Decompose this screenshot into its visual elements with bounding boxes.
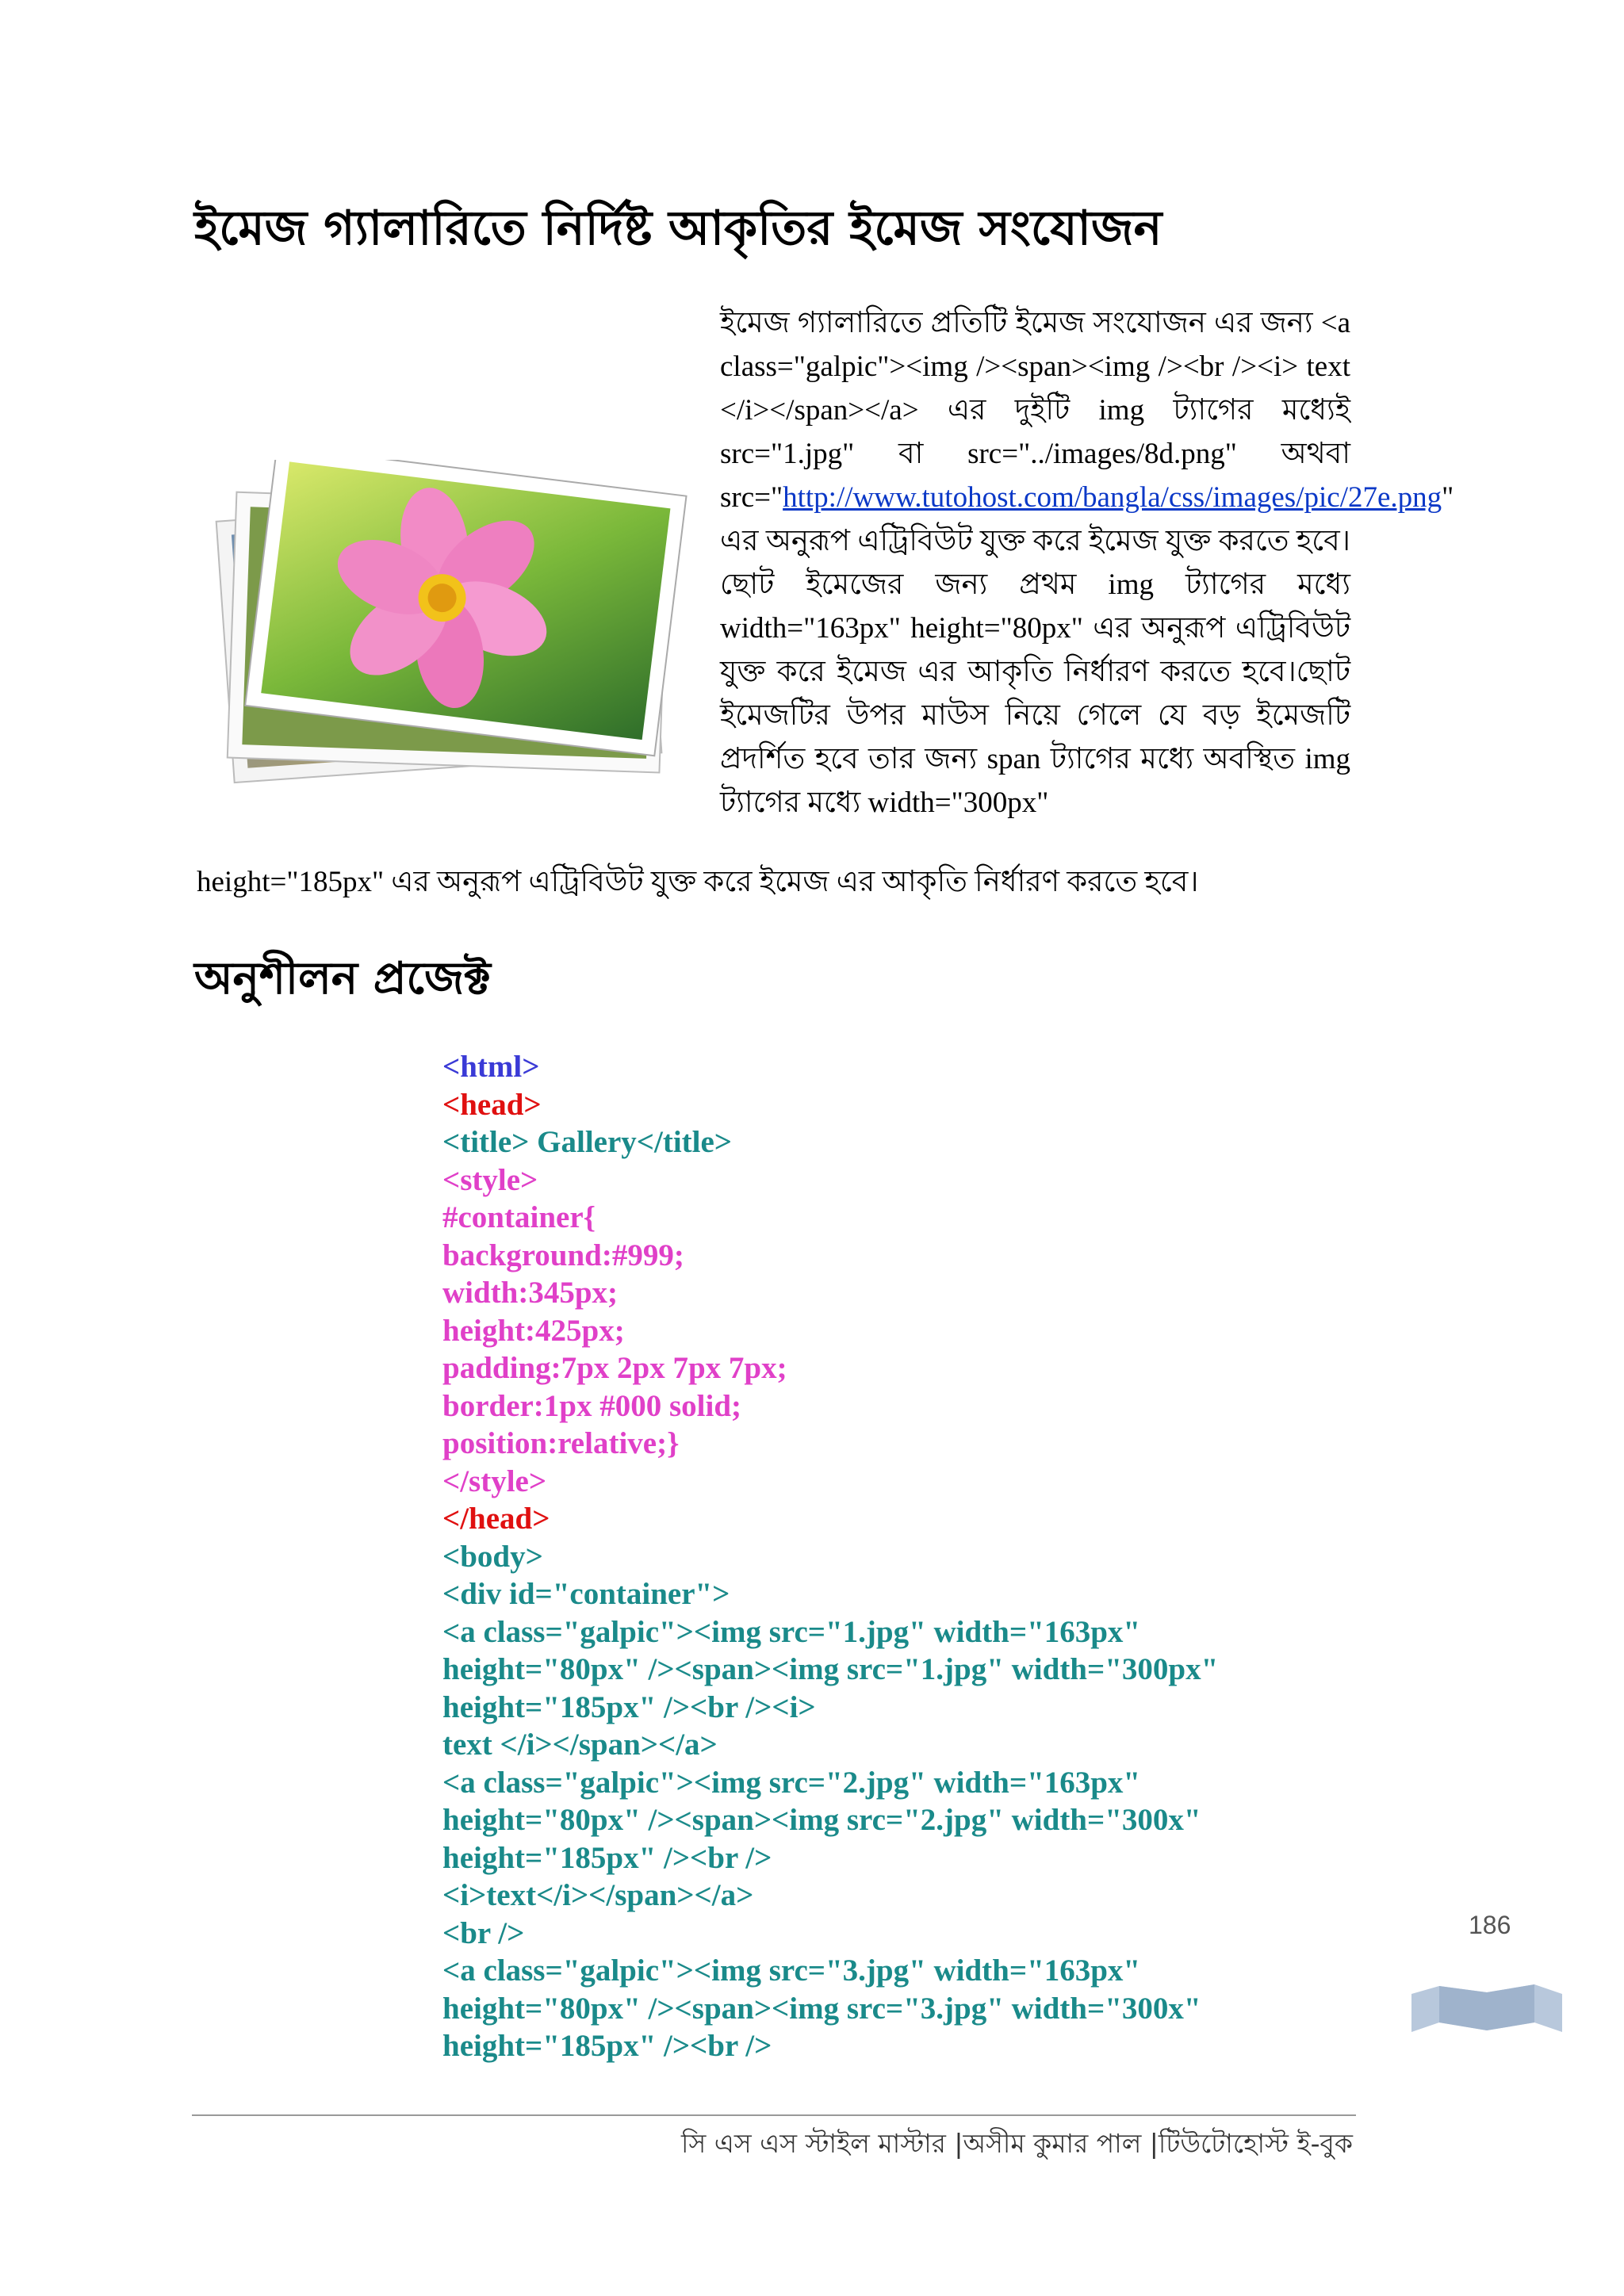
page-number: 186 <box>1469 1911 1511 1939</box>
image-url-link[interactable]: http://www.tutohost.com/bangla/css/images/pic/27e.png <box>783 481 1442 514</box>
code-line: <title> Gallery</title> <box>442 1125 733 1159</box>
code-line: height="80px" /><span><img src="3.jpg" width="300x" <box>442 1991 1201 2026</box>
description-paragraph-end: height="185px" এর অনুরূপ এট্রিবিউট যুক্ত করে ইমেজ এর আকৃতি নির্ধারণ করতে হবে। <box>197 866 1199 898</box>
photo-gallery-illustration <box>208 460 699 793</box>
code-line: <br /> <box>442 1915 525 1950</box>
code-line: <i>text</i></span></a> <box>442 1878 754 1912</box>
code-line: height="185px" /><br /> <box>442 2029 772 2063</box>
page-ribbon-decoration <box>1408 1978 1566 2042</box>
code-line: <style> <box>442 1162 538 1197</box>
code-line: <div id="container"> <box>442 1577 730 1611</box>
code-line: height="185px" /><br /><i> <box>442 1689 816 1724</box>
code-line: <head> <box>442 1087 542 1122</box>
code-line: position:relative;} <box>442 1426 680 1460</box>
code-line: height="80px" /><span><img src="2.jpg" width="300x" <box>442 1803 1201 1837</box>
code-line: </head> <box>442 1502 550 1536</box>
code-line: height="80px" /><span><img src="1.jpg" width="300px" <box>442 1652 1219 1686</box>
code-line: text </i></span></a> <box>442 1728 718 1762</box>
code-line: border:1px #000 solid; <box>442 1388 742 1423</box>
code-line: <body> <box>442 1539 543 1574</box>
code-line: </style> <box>442 1464 547 1498</box>
code-line: background:#999; <box>442 1238 684 1272</box>
description-paragraph <box>720 301 1454 825</box>
code-line: width:345px; <box>442 1276 619 1310</box>
code-listing <box>442 1048 1394 2065</box>
code-line: <a class="galpic"><img src="1.jpg" width="163px" <box>442 1614 1141 1649</box>
code-line: height:425px; <box>442 1313 625 1348</box>
code-line: <a class="galpic"><img src="2.jpg" width="163px" <box>442 1765 1141 1800</box>
code-line: #container{ <box>442 1200 596 1234</box>
page-heading: ইমেজ গ্যালারিতে নির্দিষ্ট আকৃতির ইমেজ সংযোজন <box>194 201 1162 256</box>
code-line: height="185px" /><br /> <box>442 1840 772 1875</box>
description-text-1: ইমেজ গ্যালারিতে প্রতিটি ইমেজ সংযোজন এর জন্য <a class="galpic"><img /><span><img /><br /><i> text </i></span></a> এর দুইটি img ট্যাগের মধ্যেই src="1.jpg" বা src="../images/8d.png" অথবা src=" <box>720 307 1350 514</box>
section-heading: অনুশীলন প্রজেক্ট <box>194 953 491 1004</box>
footer-divider <box>192 2114 1356 2116</box>
description-text-2: " এর অনুরূপ এট্রিবিউট যুক্ত করে ইমেজ যুক্ত করতে হবে। ছোট ইমেজের জন্য প্রথম img ট্যাগের মধ্যে width="163px" height="80px" এর অনুরূপ এট্রিবিউট যুক্ত করে ইমেজ এর আকৃতি নির্ধারণ করতে হবে।ছোট ইমেজটির উপর মাউস নিয়ে গেলে যে বড় ইমেজটি প্রদর্শিত হবে তার জন্য span ট্যাগের মধ্যে অবস্থিত img ট্যাগের মধ্যে width="300px" <box>720 481 1454 819</box>
footer-text: সি এস এস স্টাইল মাস্টার |অসীম কুমার পাল |টিউটোহোস্ট ই-বুক <box>681 2128 1353 2159</box>
code-line: <a class="galpic"><img src="3.jpg" width="163px" <box>442 1954 1141 1988</box>
front-photo <box>245 460 686 756</box>
code-line: padding:7px 2px 7px 7px; <box>442 1351 787 1385</box>
code-line: <html> <box>442 1050 540 1084</box>
